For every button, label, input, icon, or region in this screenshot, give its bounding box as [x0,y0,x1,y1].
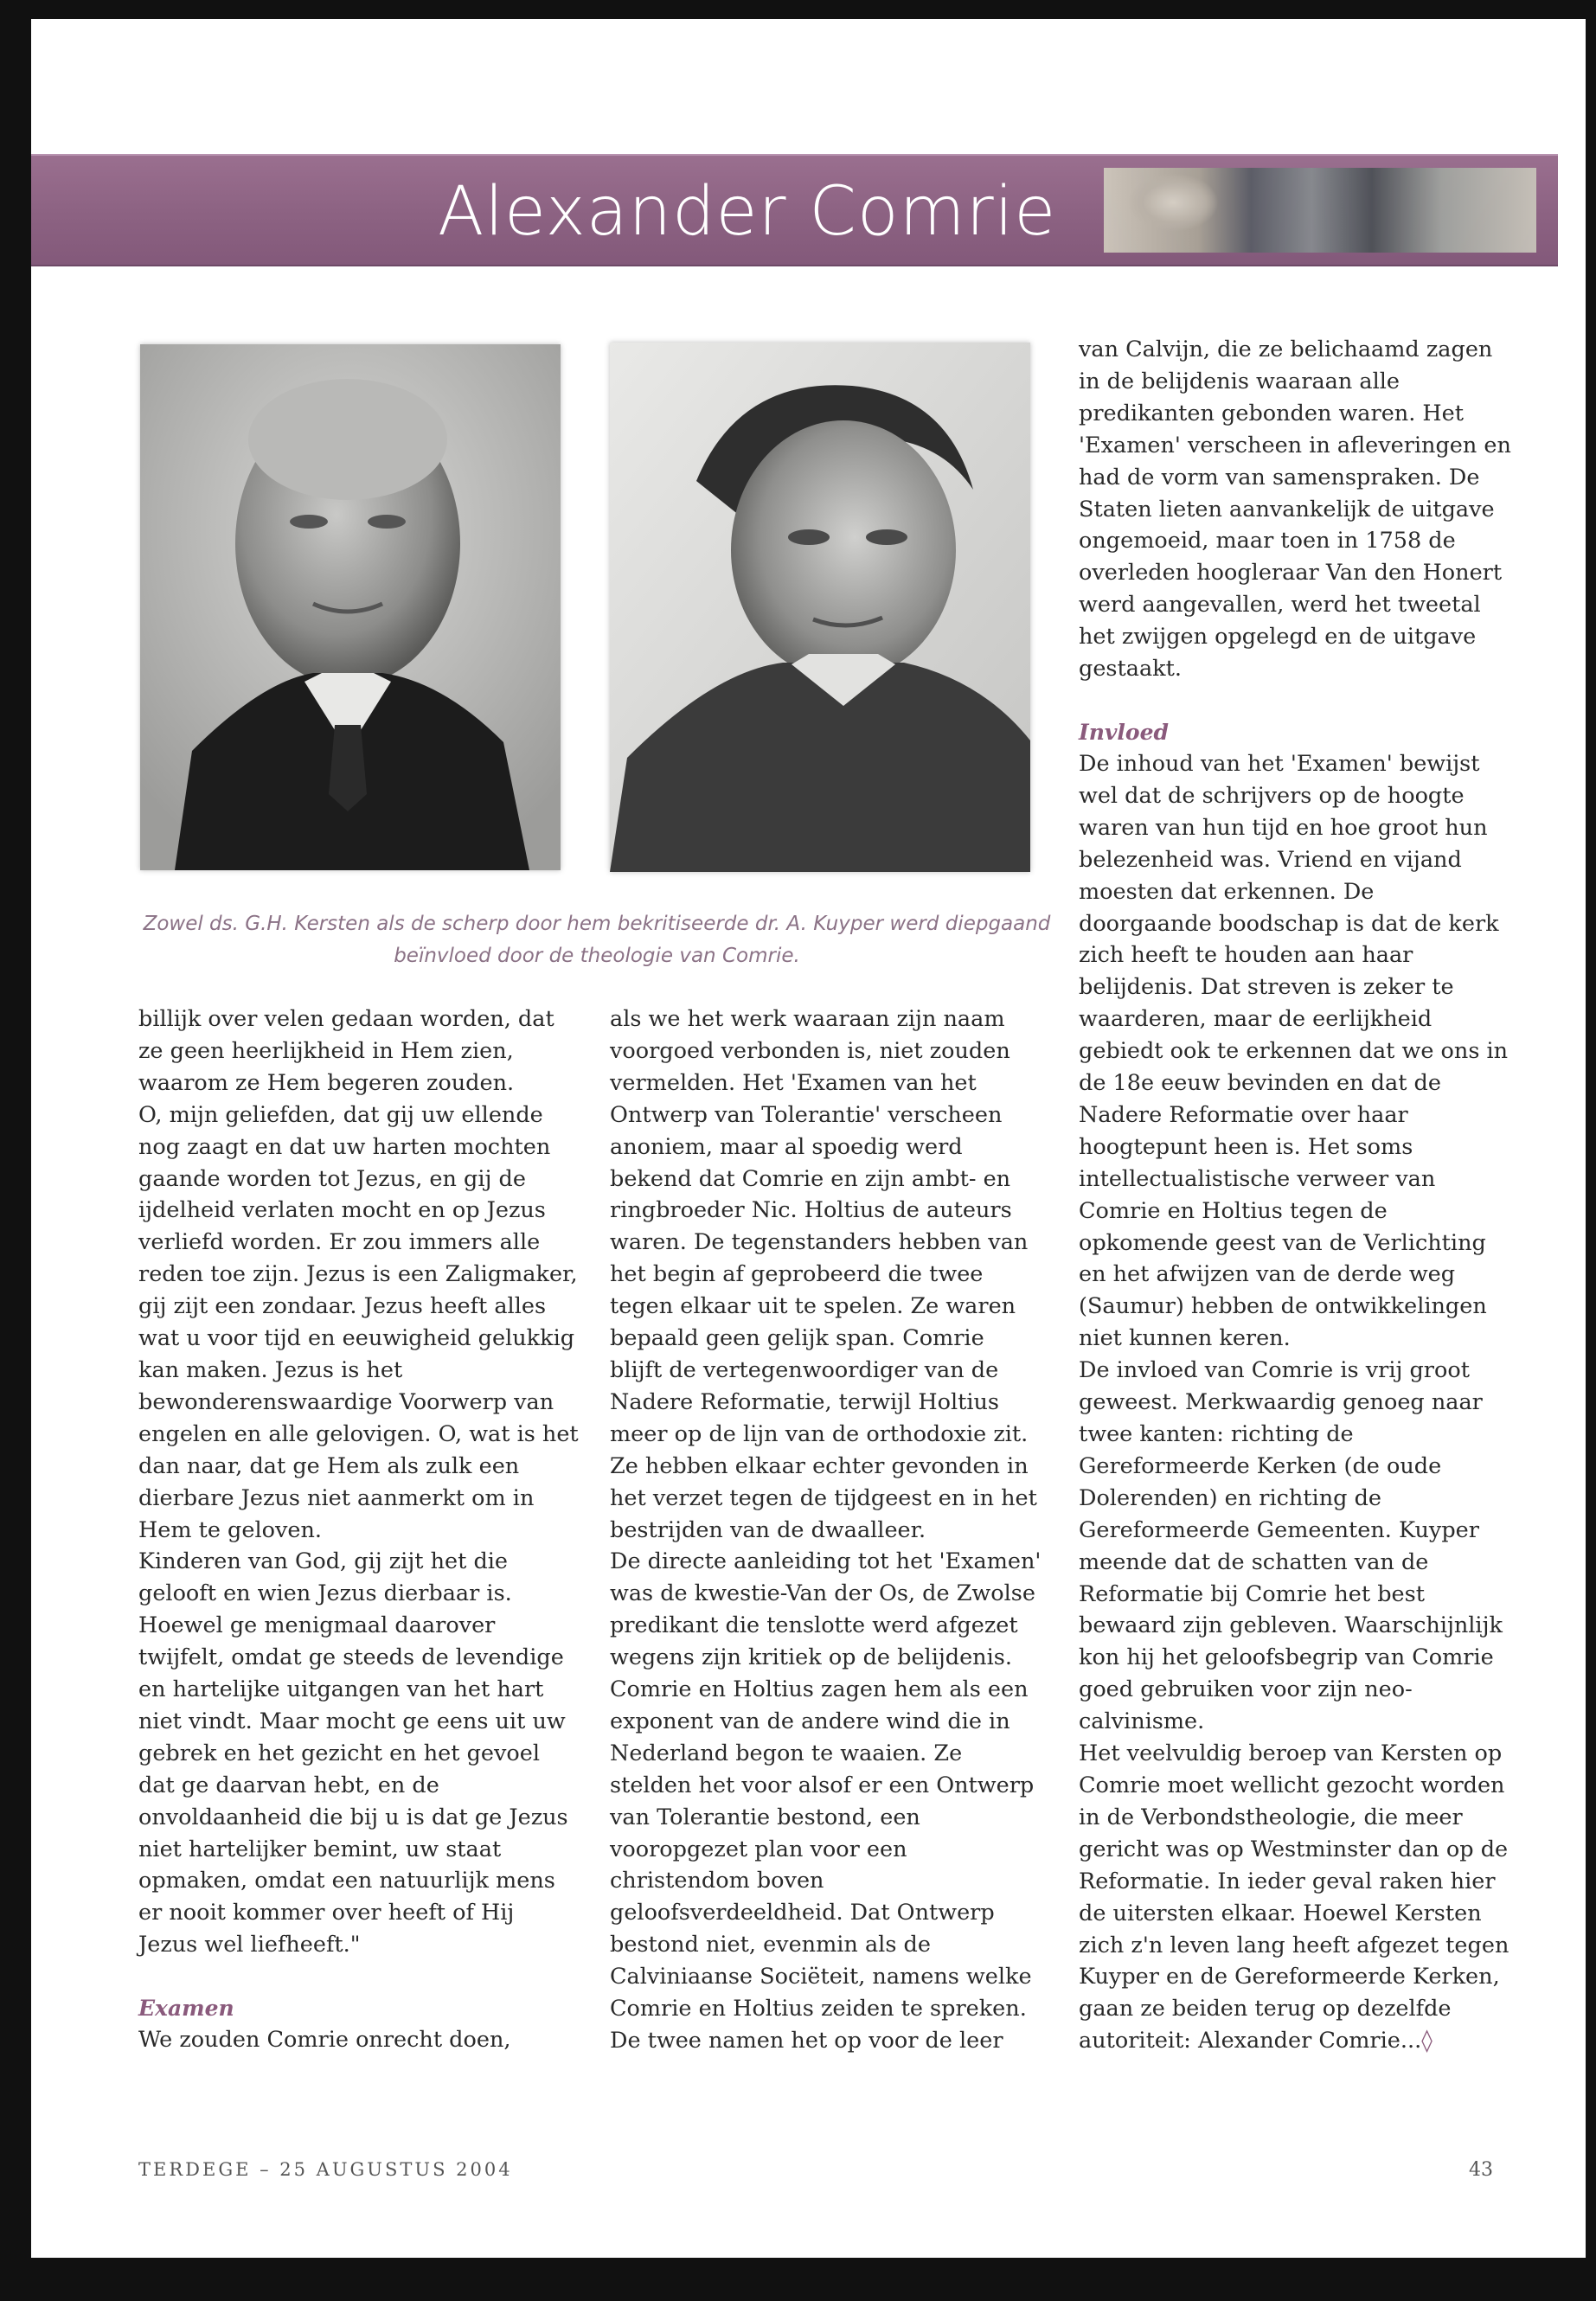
scan-border-left [0,0,31,2301]
portrait-kuyper-image [610,343,1030,872]
column1-after-heading: We zouden Comrie onrecht doen, [138,2027,511,2054]
column2-paragraph-2: De directe aanleiding tot het 'Examen' was de kwestie-Van der Os, de Zwolse predikant die tenslotte werd afgezet wegens zijn kritiek op de belijdenis. Comrie en Holtius zagen hem als een exponent van de andere wind die in Nederland begon te waaien. Ze stelden het voor alsof er een Ontwerp van Tolerantie bestond, een vooropgezet plan voor een christendom boven geloofsverdeeldheid. Dat Ontwerp bestond niet, evenmin als de Calviniaanse Sociëteit, namens welke Comrie en Holtius zeiden te spreken. [610,1548,1042,2022]
scan-border-bottom [0,2258,1596,2301]
page-title: Alexander Comrie [438,173,1057,251]
title-banner-photo [1104,168,1536,253]
section-heading-examen: Examen [138,1996,234,2022]
column3-paragraph-3 [1079,1738,1511,2057]
column2-paragraph-1: als we het werk waaraan zijn naam voorgoed verbonden is, niet zouden vermelden. Het 'Examen van het Ontwerp van Tolerantie' verscheen anoniem, maar al spoedig werd bekend dat Comrie en zijn ambt- en ringbroeder Nic. Holtius de auteurs waren. De tegenstanders hebben van het begin af geprobeerd die twee tegen elkaar uit te spelen. Ze waren bepaald geen gelijk span. Comrie blijft de vertegenwoordiger van de Nadere Reformatie, terwijl Holtius meer op de lijn van de orthodoxie zit. Ze hebben elkaar echter gevonden in het verzet tegen de tijdgeest en in het bestrijden van de dwaalleer. [610,1006,1037,1543]
portrait-kuyper [610,343,1030,872]
title-band [31,154,1558,266]
scan-border-right [1586,0,1596,2301]
column3-paragraph-1: De inhoud van het 'Examen' bewijst wel dat de schrijvers op de hoogte waren van hun tijd en hoe groot hun belezenheid was. Vriend en vijand moesten dat erkennen. De doorgaande boodschap is dat de kerk zich heeft te houden aan haar belijdenis. Dat streven is zeker te waarderen, maar de eerlijkheid gebiedt ook te erkennen dat we ons in de 18e eeuw bevinden en dat de Nadere Reformatie over haar hoogtepunt heen is. Het soms intellectualistische verweer van Comrie en Holtius tegen de opkomende geest van de Verlichting en het afwijzen van de derde weg (Saumur) hebben de ontwikkelingen niet kunnen keren. [1079,750,1509,1352]
page-number: 43 [1469,2159,1493,2181]
text-column-3 [1079,334,1511,2057]
column3-intro: van Calvijn, die ze belichaamd zagen in de belijdenis waaraan alle predikanten gebonden waren. Het 'Examen' verscheen in afleveringen en had de vorm van samenspraken. De Staten lieten aanvankelijk de uitgave ongemoeid, maar toen in 1758 de overleden hoogleraar Van den Honert werd aangevallen, werd het tweetal het zwijgen opgelegd en de uitgave gestaakt. [1079,336,1511,683]
portrait-kersten [140,344,561,870]
photo-caption: Zowel ds. G.H. Kersten als de scherp door hem bekritiseerde dr. A. Kuyper werd diepgaand beïnvloed door de theologie van Comrie. [143,913,1051,967]
text-column-2 [610,1003,1042,2057]
column1-paragraph-2: O, mijn geliefden, dat gij uw ellende nog zaagt en dat uw harten mochten gaande worden tot Jezus, en gij de ijdelheid verlaten mocht en op Jezus verliefd worden. Er zou immers alle reden toe zijn. Jezus is een Zaligmaker, gij zijt een zondaar. Jezus heeft alles wat u voor tijd en eeuwigheid gelukkig kan maken. Jezus is het bewonderenswaardige Voorwerp van engelen en alle gelovigen. O, wat is het dan naar, dat ge Hem als zulk een dierbare Jezus niet aanmerkt om in Hem te geloven. [138,1101,579,1543]
column2-paragraph-3: De twee namen het op voor de leer [610,2028,1003,2054]
column1-paragraph-1: billijk over velen gedaan worden, dat ze geen heerlijkheid in Hem zien, waarom ze Hem begeren zouden. [138,1006,554,1096]
section-heading-invloed: Invloed [1079,719,1169,745]
scan-border-top [0,0,1596,19]
text-column-1 [138,1003,580,2056]
portrait-kersten-image [140,344,561,870]
footer-publication: TERDEGE – 25 AUGUSTUS 2004 [138,2159,513,2180]
end-of-article-mark: ◊ [1421,2028,1433,2054]
column1-paragraph-3: Kinderen van God, gij zijt het die gelooft en wien Jezus dierbaar is. Hoewel ge menigmaal daarover twijfelt, omdat ge steeds de levendige en hartelijke uitgangen van het hart niet vindt. Maar mocht ge eens uit uw gebrek en het gezicht en het gevoel dat ge daarvan hebt, en de onvoldaanheid die bij u is dat ge Jezus niet hartelijker bemint, uw staat opmaken, omdat een natuurlijk mens er nooit kommer over heeft of Hij Jezus wel liefheeft." [138,1548,568,1958]
column3-paragraph-2: De invloed van Comrie is vrij groot geweest. Merkwaardig genoeg naar twee kanten: richting de Gereformeerde Kerken (de oude Dolerenden) en richting de Gereformeerde Gemeenten. Kuyper meende dat de schatten van de Reformatie bij Comrie het best bewaard zijn gebleven. Waarschijnlijk kon hij het geloofsbegrip van Comrie goed gebruiken voor zijn neo-calvinisme. [1079,1357,1503,1735]
column3-paragraph-3-text: Het veelvuldig beroep van Kersten op Comrie moet wellicht gezocht worden in de Verbondstheologie, die meer gericht was op Westminster dan op de Reformatie. In ieder geval raken hier de uitersten elkaar. Hoewel Kersten zich z'n leven lang heeft afgezet tegen Kuyper en de Gereformeerde Kerken, gaan ze beiden terug op dezelfde autoriteit: Alexander Comrie... [1079,1740,1509,2054]
